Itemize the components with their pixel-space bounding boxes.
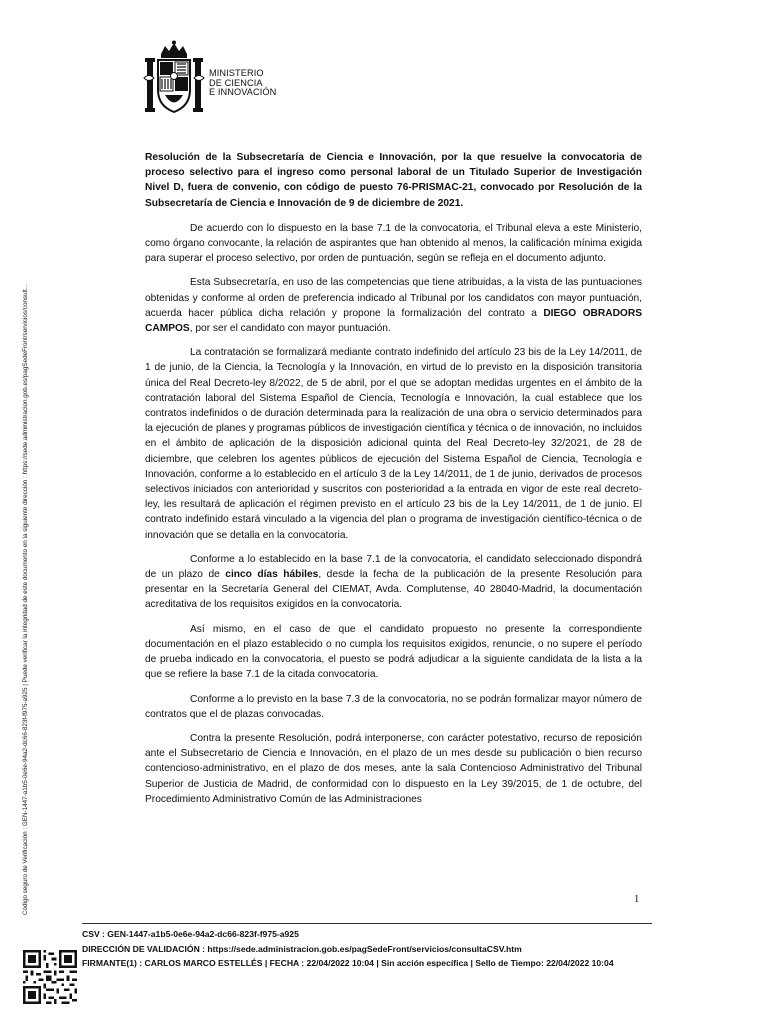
signer-info: FIRMANTE(1) : CARLOS MARCO ESTELLÉS | FECHA : 22/04/2022 10:04 | Sin acción específica | Sello de Tiempo: 22/04/2022 10:04 <box>82 958 614 968</box>
candidate-name: DIEGO OBRADORS CAMPOS <box>145 307 643 335</box>
document-body <box>145 150 642 816</box>
paragraph-2-text-b: , por ser el candidato con mayor puntuación. <box>189 323 391 335</box>
coat-of-arms-icon <box>143 40 205 116</box>
paragraph-4-text-b: , desde la fecha de la publicación de la presente Resolución para presentar en la Secretaría General del CIEMAT, Avda. Complutense, 40 28040-Madrid, la documentación acreditativa de los requisitos exigidos en la convocatoria. <box>145 569 642 611</box>
ministry-line-3: E INNOVACIÓN <box>209 87 277 97</box>
paragraph-1: De acuerdo con lo dispuesto en la base 7.1 de la convocatoria, el Tribunal eleva a este Ministerio, como órgano convocante, la relación de aspirantes que han obtenido al menos, la calificación mínima exigida para superar el proceso selectivo, por orden de puntuación, según se refleja en el documento adjunto. <box>145 222 642 265</box>
ministry-name <box>209 69 276 98</box>
deadline-emphasis: cinco días hábiles <box>225 569 319 581</box>
qr-code-icon <box>23 950 77 1004</box>
verification-side-note: Código seguro de Verificación : GEN-1447-a1b5-0e6e-94a2-dc66-823f-f975-a925 | Puede verificar la integridad de este documento en la siguiente dirección : https://sede.administracion.gob.es/pagSedeFront/servicios/consult... <box>22 283 29 915</box>
resolution-title: Resolución de la Subsecretaría de Ciencia e Innovación, por la que resuelve la convocatoria de proceso selectivo para el ingreso como personal laboral de un Titulado Superior de Investigación Nivel D, fuera de convenio, con código de puesto 76-PRISMAC-21, convocado por Resolución de la Subsecretaría de Ciencia e Innovación de 9 de diciembre de 2021. <box>145 152 642 209</box>
validation-address[interactable]: DIRECCIÓN DE VALIDACIÓN : https://sede.administracion.gob.es/pagSedeFront/servicios/consultaCSV.htm <box>82 943 522 954</box>
signature-footer <box>82 927 614 971</box>
footer-divider <box>82 923 652 924</box>
page-number: 1 <box>634 894 640 905</box>
paragraph-3: La contratación se formalizará mediante contrato indefinido del artículo 23 bis de la Ley 14/2011, de 1 de junio, de la Ciencia, la Tecnología y la Innovación, en virtud de lo previsto en la disposición transitoria única del Real Decreto-ley 8/2022, de 5 de abril, por el que se adoptan medidas urgentes en el ámbito de la contratación laboral del Sistema Español de Ciencia, Tecnología e Innovación, la cual establece que los contratos indefinidos o de duración determinada para la realización de una obra o servicio determinados para la ejecución de planes y programas públicos de investigación científica y técnica o de innovación, no incluidos en el ámbito de aplicación de la disposición adicional quinta del Real Decreto-ley 32/2021, de 28 de diciembre, que celebren los agentes públicos de ejecución del Sistema Español de Ciencia, Tecnología e Innovación, conforme a lo establecido en el artículo 3 de la Ley 14/2011, de 1 de junio, derivados de procesos selectivos iniciados con anterioridad y suscritos con posterioridad a la entrada en vigor de este real decreto-ley, les resultará de aplicación el régimen previsto en el artículo 23 bis de la Ley 14/2011, de 1 de junio. El contrato indefinido estará vinculado a la vigencia del plan o programa de investigación científico-técnica o de innovación que se detalla en la convocatoria. <box>145 347 642 541</box>
paragraph-5: Así mismo, en el caso de que el candidato propuesto no presente la correspondiente documentación en el plazo establecido o no cumpla los requisitos exigidos, renuncie, o no supere el período de prueba indicado en la convocatoria, el puesto se podrá adjudicar a la siguiente candidata de la lista a la que se refiere la base 7.1 de la citada convocatoria. <box>145 623 642 681</box>
paragraph-2-text-a: Esta Subsecretaría, en uso de las competencias que tiene atribuidas, a la vista de las puntuaciones obtenidas y conforme al orden de preferencia indicado al Tribunal por los candidatos con mayor puntuación, acuerda hacer pública dicha relación y propone la formalización del contrato a <box>145 277 642 319</box>
ministry-line-2: DE CIENCIA <box>209 77 263 88</box>
csv-code: CSV : GEN-1447-a1b5-0e6e-94a2-dc66-823f-f975-a925 <box>82 929 299 939</box>
paragraph-4-text-a: Conforme a lo establecido en la base 7.1 de la convocatoria, el candidato seleccionado dispondrá de un plazo de <box>145 553 642 581</box>
paragraph-6: Conforme a lo previsto en la base 7.3 de la convocatoria, no se podrán formalizar mayor número de contratos que el de plazas convocadas. <box>145 693 642 720</box>
paragraph-2 <box>145 275 642 336</box>
paragraph-4 <box>145 552 642 613</box>
paragraph-7: Contra la presente Resolución, podrá interponerse, con carácter potestativo, recurso de reposición ante el Subsecretario de Ciencia e Innovación, en el plazo de un mes desde su publicación o bien recurso contencioso-administrativo, en el plazo de dos meses, ante la sala Contencioso Administrativo del Tribunal Superior de Justicia de Madrid, de conformidad con lo dispuesto en la Ley 39/2015, de 1 de octubre, del Procedimiento Administrativo Común de las Administraciones <box>145 732 642 805</box>
ministry-line-1: MINISTERIO <box>209 68 264 78</box>
